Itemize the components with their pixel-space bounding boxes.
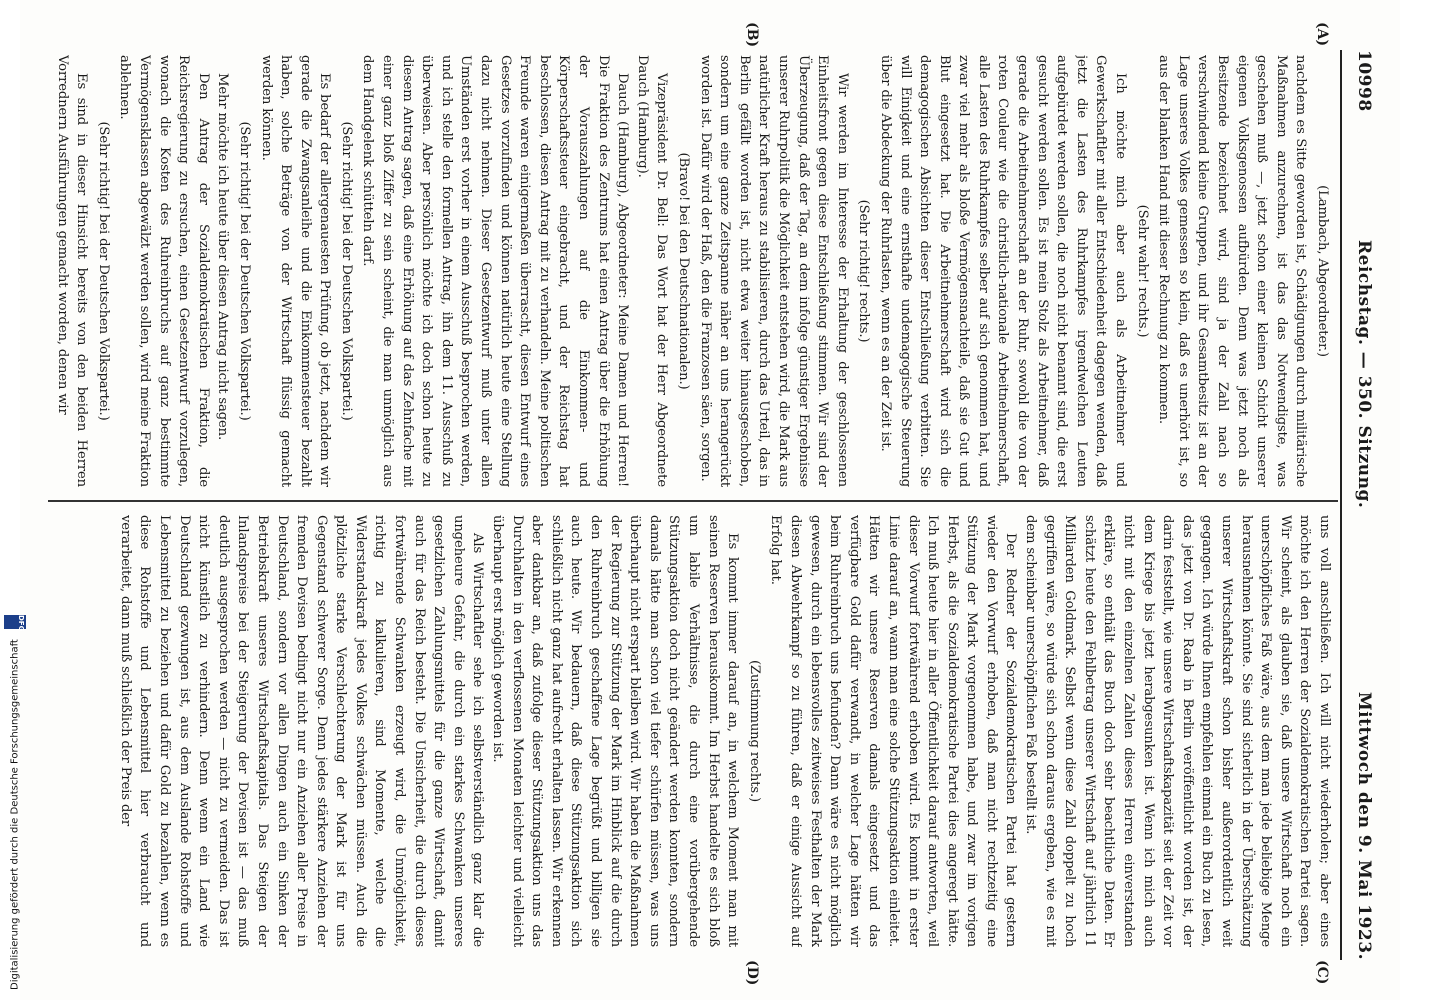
paragraph: nachdem es Sitte geworden ist, Schädigungen durch militärische Maßnahmen anzurechnen, ist das das Notwendigste, was geschehen muß —, jetzt schon einer kleinen Schicht unserer eigenen Volksgenossen aufbürden. Denn was jetzt noch als Besitzende bezeichnet wird, sind ja der Zahl nach so verschwindend kleine Gruppen, und ihr Gesamtbesitz ist an der Lage unseres Volkes gemessen so klein, daß es unerhört ist, so aus der blanken Hand mit dieser Rechnung zu kommen.	[1156, 55, 1309, 487]
paragraph: Wir werden im Interesse der Erhaltung der geschlossenen Einheitsfront gegen diese Entschließung stimmen. Wir sind der Überzeugung, daß der Tag, an dem infolge günstiger Ergebnisse unserer Ruhrpolitik die Möglichkeit entstehen wird, die Mark aus natürlicher Kraft heraus zu stabilisieren, durch das Urteil, das in Berlin gefällt worden ist, nicht etwa weiter hinausgeschoben, sondern um eine ganze Zeitspanne näher an uns herangerückt worden ist. Dafür wird der Haß, den die Franzosen säen, sorgen.	[697, 55, 850, 487]
paragraph: Es kommt immer darauf an, in welchem Moment man mit seinen Reserven herauskommt. Im Herbst handelte es sich bloß um labile Verhältnisse, die durch eine vorübergehende Stützungsaktion doch nicht geändert werden konnten, sondern damals hätte man schon viel tiefer schürfen müssen, was uns überhaupt nicht erspart bleiben wird. Wir haben die Maßnahmen der Regierung zur Stützung der Mark im Hinblick auf die durch den Ruhreinbruch geschaffene Lage begrüßt und billigen sie auch heute. Wir bedauern, daß diese Stützungsaktion sich schließlich nicht ganz hat aufrecht erhalten lassen. Wir erkennen aber dankbar an, daß zufolge dieser Stützungsaktion uns das Durchhalten in den verflossenen Monaten leichter und vielleicht überhaupt erst möglich geworden ist.	[490, 515, 741, 947]
scanned-page	[20, 0, 1400, 1000]
paragraph: Den Antrag der Sozialdemokratischen Fraktion, die Reichsregierung zu ersuchen, einen Gesetzentwurf vorzulegen, wonach die Kosten des Ruhreinbruchs auf ganz bestimmte Vermögensklassen abgewälzt werden sollen, wird meine Fraktion ablehnen.	[117, 55, 211, 487]
interjection: (Sehr richtig! rechts.)	[856, 199, 872, 343]
margin-mark-b: (B)	[744, 22, 760, 48]
digitization-credit	[6, 330, 24, 990]
page-title: Reichstag. — 350. Sitzung.	[1354, 240, 1374, 509]
interjection: (Sehr wahr! rechts.)	[1134, 204, 1150, 338]
paragraph: uns voll anschließen. Ich will nicht wiederholen; aber eines möchte ich den Herren der Sozialdemokratischen Partei sagen. Wir scheint, als glauben sie, daß unsere Wirtschaft noch ein unerschöpfliches Faß wäre, aus dem man jede beliebige Menge herausnehmen könnte. Sie sind sicherlich in der Überschätzung unserer Wirtschaftskraft schon bisher außerordentlich weit gegangen. Ich würde Ihnen empfehlen einmal ein Buch zu lesen, das jetzt von Dr. Raab in Berlin veröffentlicht worden ist, der darin feststellt, wie unsere Wirtschaftskapazität seit der Zeit vor dem Kriege bis jetzt herabgesunken ist. Wenn ich mich auch nicht mit den einzelnen Zahlen dieses Herren einverstanden erkläre, so enthält das Buch doch sehr beachtliche Daten. Er schätzt heute den Fehlbetrag unserer Wirtschaft auf jährlich 11 Milliarden Goldmark. Selbst wenn diese Zahl doppelt zu hoch gegriffen wäre, so würde sich schon daraus ergeben, wie es mit dem scheinbar unerschöpflichen Faß bestellt ist.	[1023, 515, 1332, 947]
interjection: (Sehr richtig! bei der Deutschen Volkspartei.)	[95, 121, 111, 421]
page-number: 10998	[1354, 50, 1374, 112]
left-text-column	[34, 55, 1334, 487]
speaker-heading: (Lambach, Abgeordneter.)	[1315, 185, 1330, 357]
dfg-logo-icon: DFG	[4, 615, 26, 629]
interjection: (Sehr richtig! bei der Deutschen Volkspartei.)	[338, 121, 354, 421]
margin-mark-a: (A)	[1314, 22, 1330, 47]
paragraph: Dauch (Hamburg), Abgeordneter: Meine Damen und Herren! Die Fraktion des Zentrums hat einen Antrag über die Erhöhung der Vorauszahlungen auf die Einkommen- und Körperschaftssteuer eingebracht, und der Reichstag hat beschlossen, diesen Antrag mit zu verhandeln. Meine politischen Freunde waren einigermaßen überrascht, diesen Entwurf eines Gesetzes vorzufinden und können natürlich heute eine Stellung dazu nicht nehmen. Dieser Gesetzentwurf muß unter allen Umständen erst vorher in einem Ausschuß besprochen werden, und ich stelle den formellen Antrag, ihn dem 11. Ausschuß zu überweisen. Aber persönlich möchte ich doch schon heute zu diesem Antrag sagen, daß eine Erhöhung auf das Zehnfache mit einer ganz bloß Ziffer zu sein scheint, die man unmöglich aus dem Handgelenk schütteln darf.	[360, 55, 631, 487]
interjection: (Bravo! bei den Deutschnationalen.)	[676, 152, 691, 390]
paragraph: Es sind in dieser Hinsicht bereits von den beiden Herren Vorrednern Ausführungen gemacht worden, denen wir	[54, 55, 90, 487]
margin-mark-d: (D)	[744, 960, 760, 986]
margin-mark-c: (C)	[1314, 960, 1330, 985]
paragraph: Der Redner der Sozialdemokratischen Partei hat gestern wieder den Vorwurf erhoben, daß man nicht rechtzeitig eine Stützung der Mark vorgenommen habe, und zwar im vorigen Herbst, als die Sozialdemokratische Partei dies angeregt hätte. Ich muß heute hier in aller Öffentlichkeit darauf antworten, weil dieser Vorwurf fortwährend erhoben wird. Es kommt in erster Linie darauf an, wann man eine solche Stützungsaktion einleitet. Hätten wir unsere Reserven damals eingesetzt und das verfügbare Gold dafür verwandt, in welcher Lage hätten wir beim Ruhreinbruch uns befunden? Dann wäre es nicht möglich gewesen, durch ein lebensvolles zeitweises Festhalten der Mark diesen Abwehrkampf so zu führen, daß er einige Aussicht auf Erfolg hat.	[768, 515, 1019, 947]
interjection: (Zustimmung rechts.)	[746, 659, 762, 803]
right-text-column	[34, 515, 1334, 947]
paragraph: Mehr möchte ich heute über diesen Antrag nicht sagen.	[215, 73, 231, 441]
paragraph: Ich möchte mich aber auch als Arbeitnehmer und Gewerkschaftler mit aller Entschiedenheit dagegen wenden, daß jetzt die Lasten des Ruhrkampfes irgendwelchen Leuten aufgebürdet werden sollen, die noch nicht benannt sind, die erst gesucht werden sollen. Es ist mein Stolz als Arbeitnehmer, daß gerade die Arbeitnehmerschaft an der Ruhr, sowohl die von der roten Couleur wie die christlich-nationale Arbeitnehmerschaft, alle Lasten des Ruhrkampfes selber auf sich genommen hat, und zwar viel mehr als bloße Vermögensnachteile, daß sie Gut und Blut eingesetzt hat. Die Arbeitnehmerschaft wird sich die demagogischen Absichten dieser Entschließung verbitten. Sie will Einigkeit und eine ernsthafte undemagogische Steuerung über die Abdeckung der Ruhrlasten, wenn es an der Zeit ist.	[877, 55, 1129, 487]
column-divider	[48, 500, 1338, 502]
session-date: Mittwoch den 9. Mai 1923.	[1354, 691, 1374, 960]
paragraph: Als Wirtschaftler sehe ich selbstverständlich ganz klar die ungeheure Gefahr, die durch ein starkes Schwanken unseres gesetzlichen Zahlungsmittels für die ganze Wirtschaft, damit auch für das Reich besteht. Die Unsicherheit, die durch dieses fortwährende Schwanken erzeugt wird, die Unmöglichkeit, richtig zu kalkulieren, sind Momente, welche die Widerstandskraft jedes Volkes schwächen müssen. Auch die plötzliche starke Verschlechterung der Mark ist für uns Gegenstand schwerer Sorge. Denn jedes stärkere Anziehen der fremden Devisen bedingt nicht nur ein Anziehen aller Preise in Deutschland, sondern vor allen Dingen auch ein Sinken der Betriebskraft unseres Wirtschaftskapitals. Das Steigen der Inlandspreise bei der Steigerung der Devisen ist — das muß deutlich ausgesprochen werden — nicht zu vermeiden. Das ist nicht künstlich zu verhindern. Denn wenn ein Land wie Deutschland gezwungen ist, aus dem Auslande Rohstoffe und Lebensmittel zu beziehen und dafür Gold zu bezahlen, wenn es diese Rohstoffe und Lebensmittel hier verbraucht und verarbeitet, dann muß schließlich der Preis der	[117, 515, 486, 947]
paragraph: Vizepräsident Dr. Bell: Das Wort hat der Herr Abgeordnete Dauch (Hamburg).	[634, 55, 670, 487]
interjection: (Sehr richtig! bei der Deutschen Volkspartei.)	[236, 121, 252, 421]
paragraph: Es bedarf der allergenauesten Prüfung, ob jetzt, nachdem wir gerade die Zwangsanleihe und die Einkommensteuer bezahlt haben, solche Beträge von der Wirtschaft flüssig gemacht werden können.	[258, 55, 333, 487]
page-header	[1344, 50, 1374, 960]
credit-text: Digitalisierung gefördert durch die Deutsche Forschungsgemeinschaft	[9, 639, 21, 990]
header-rule	[1340, 50, 1342, 960]
